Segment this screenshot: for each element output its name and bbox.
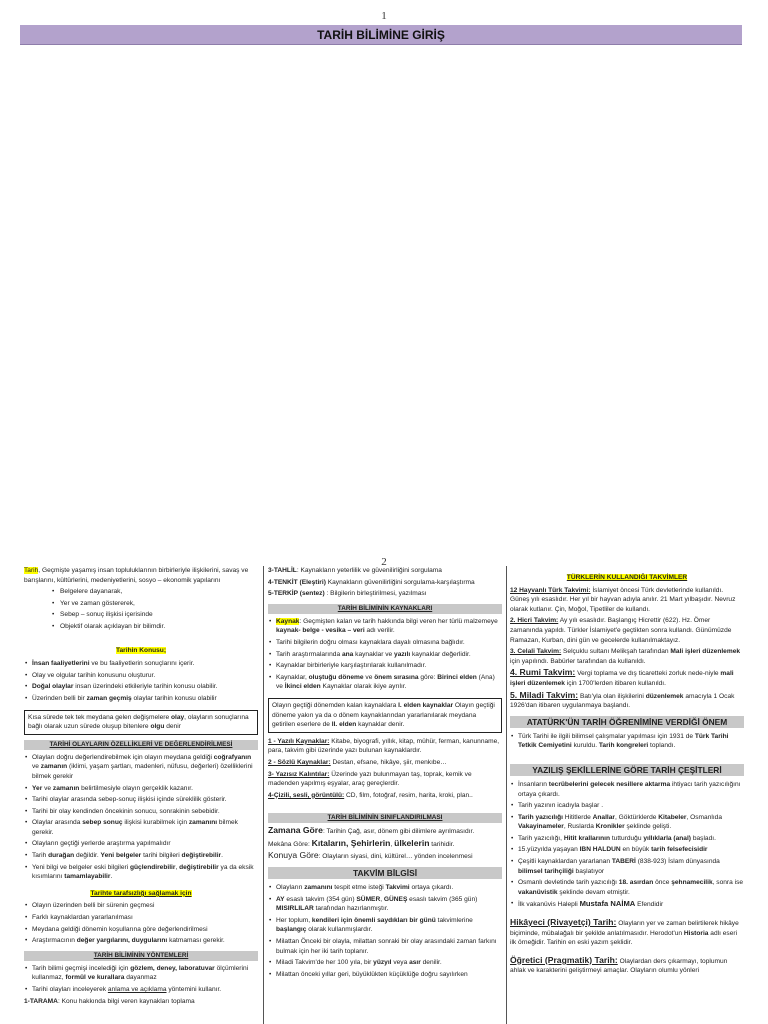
list-item — [510, 732, 744, 751]
bold-text: değer yargılarını, duygularını — [76, 937, 168, 945]
term-tarih: Tarih — [24, 567, 39, 574]
bold-text: Tarih kongreleri — [598, 742, 649, 750]
bold-text: AY — [276, 895, 285, 903]
bold-text: Anallar — [592, 813, 615, 821]
text: Mekâna Göre — [268, 840, 308, 848]
underlined-text: anlama ve açıklama — [107, 986, 167, 993]
bold-text: Hikâyeci (Rivayetçi) Tarih: — [510, 917, 617, 928]
bold-text: düzenlemek — [645, 692, 684, 700]
text: olarak kullanmışlardır. — [306, 926, 373, 934]
bold-text: Doğal olaylar — [32, 683, 74, 691]
text: takvimlerine — [435, 916, 473, 924]
list-item — [510, 857, 744, 876]
text: Tarih araştırmalarında — [276, 650, 342, 658]
heading-kaynaklar: TARİH BİLİMİNİN KAYNAKLARI — [268, 604, 502, 614]
bold-text: değiştirebilir — [179, 863, 219, 871]
text: Türk Tarihi ile ilgili bilimsel çalışmalar yapılması için 1931 de — [518, 732, 695, 740]
calendar-item — [510, 691, 744, 711]
list-item — [268, 916, 502, 935]
classification-item — [268, 826, 502, 837]
list-item: • Milattan Önceki bir olayla, milattan sonraki bir olay arasındaki zaman farkını bulmak için her iki tarih toplanır. — [268, 937, 502, 956]
term-kaynak: Kaynak — [276, 617, 300, 625]
text: Kaynakların güvenilirliğini sorgulama-karşılaştırma — [325, 578, 475, 586]
text: : Geçmişten kalan ve tarih hakkında bilgi veren her türlü malzemeye — [299, 617, 498, 625]
text: ve bu faaliyetlerin sonuçlarını içerir. — [89, 660, 195, 668]
text: Yeni bilgi ve belgeler eski bilgileri — [32, 863, 130, 871]
bold-text: 5. Miladi Takvim: — [510, 689, 579, 700]
bold-text: IBN HALDUN — [579, 846, 621, 854]
heading-tarihin-konusu — [24, 646, 258, 656]
text: : — [307, 840, 312, 848]
list-item — [24, 936, 258, 946]
text: Vergi toplama ve dış ticaretteki zorluk nede-niyle — [575, 670, 721, 678]
text: İnsanların — [518, 780, 549, 788]
column-divider-left — [263, 566, 264, 1024]
bold-text: zamanını — [304, 884, 333, 892]
text: önce — [653, 879, 672, 887]
heading-turk-takvimleri — [510, 573, 744, 583]
list-item: • Tarih yazının icadıyla başlar . — [510, 801, 744, 811]
heading-text: Tarihte tarafsızlığı sağlamak için — [90, 889, 192, 897]
text: , olayların sonuçlarına bağlı olarak uzun sürede oluşup bitenlere — [28, 713, 249, 731]
bold-text: 3-TAHLİL — [268, 567, 297, 574]
text: Üzerinden belli bir — [32, 694, 87, 702]
text: için 1700'lerden itibaren kullanıldı. — [564, 679, 666, 687]
bold-text: 2 - Sözlü Kaynaklar: — [268, 758, 331, 766]
list-item — [24, 694, 258, 704]
text: (838-923) İslam dünyasında — [635, 858, 720, 866]
text: insan üzerindeki etkileriyle tarihin konusu olabilir. — [73, 683, 218, 691]
bold-text: Zamana Göre — [268, 825, 323, 836]
calendar-item — [510, 668, 744, 688]
bold-text: Kronikler — [595, 823, 625, 831]
bold-text: ana — [341, 650, 354, 658]
text: ihtiyacı tarih yazıcılığını ortaya çıkardı. — [518, 780, 741, 798]
list-item — [268, 650, 502, 660]
bold-text: durağan — [48, 852, 75, 860]
bold-text: zamanın — [40, 763, 68, 771]
text: Miladi Takvim'de her 100 yıla, bir — [276, 959, 374, 967]
heading-text: TÜRKLERİN KULLANDIĞI TAKVİMLER — [566, 574, 688, 581]
column-right — [510, 566, 744, 1024]
text: Hititlerde — [562, 813, 593, 821]
text: esaslı takvim (354 gün) — [284, 895, 357, 903]
text: ve — [363, 673, 375, 681]
text: ortaya çıkardı. — [409, 884, 454, 892]
intro-point: • Yer ve zaman göstererek, — [24, 599, 258, 609]
bold-text: yıllıklarla (anal) — [643, 834, 691, 842]
text: Üzerinde yazı bulunmayan taş, toprak, kemik ve madenden yapılmış eşyalar, araç gereçlerdir. — [268, 770, 472, 788]
bold-text: 1 - Yazılı Kaynaklar: — [268, 737, 330, 745]
text: Efendidir — [635, 901, 664, 909]
list-item — [510, 845, 744, 855]
list-item: • Tarihi bir olay kendinden öncekinin sonucu, sonrakinin sebebidir. — [24, 807, 258, 817]
text: kaynaklar denir. — [356, 721, 405, 729]
text: Araştırmacının — [32, 937, 77, 945]
bold-text: kaynak- belge - vesika – veri — [276, 627, 365, 635]
bold-text: Kitabeler — [658, 813, 687, 821]
text: başladı. — [691, 834, 716, 842]
source-type — [268, 770, 502, 789]
bold-text: 4-TENKİT (Eleştiri) — [268, 578, 326, 586]
list-item — [24, 659, 258, 669]
text: 15.yüzyılda yaşayan — [518, 846, 580, 854]
intro-point: • Sebep – sonuç ilişkisi içerisinde — [24, 610, 258, 620]
list-item — [268, 617, 502, 636]
source-type — [268, 758, 502, 768]
bold-text: güçlendirebilir — [130, 863, 176, 871]
bold-text: 5-TERKİP (sentez) — [268, 590, 325, 598]
bold-text: 1-TARAMA — [24, 997, 58, 1005]
text: Çeşitli kaynaklardan yararlanan — [518, 858, 612, 866]
text: kuruldu. — [571, 742, 599, 750]
source-type — [268, 791, 502, 801]
text: tutturduğu — [609, 834, 644, 842]
list-item: • Olay ve olgular tarihin konusunu oluşturur. — [24, 671, 258, 681]
text: ve — [32, 763, 41, 771]
bold-text: 3- Yazısız Kalıntılar: — [268, 770, 330, 778]
heading-yazilis-sekilleri: YAZILIŞ ŞEKİLLERİNE GÖRE TARİH ÇEŞİTLERİ — [510, 764, 744, 776]
bold-text: Yer — [32, 784, 43, 792]
bold-text: sebep sonuç — [82, 819, 123, 827]
bold-text: 12 Hayvanlı Türk Takvimi: — [510, 586, 591, 594]
bold-text: zamanını — [188, 819, 218, 827]
heading-takvim-bilgisi: TAKVİM BİLGİSİ — [268, 867, 502, 879]
text: İslamiyet öncesi Türk devletlerinde kullanıldı. Güneş yılı esaslıdır. Her yıl bir hayvan adıyla anılır. 21 Mart yılbaşıdır. Nevruz olarak kutlanır. Çin, Moğol, Tipetliler de kullandı. — [510, 586, 736, 613]
bold-text: olgu — [150, 723, 165, 731]
text: tarihi bilgileri — [141, 852, 182, 860]
list-item — [268, 958, 502, 968]
text: ilişkisi kurabilmek için — [122, 819, 189, 827]
bold-text: Birinci elden — [437, 673, 477, 681]
text: , Osmanlıda — [686, 813, 723, 821]
text: , — [390, 840, 395, 848]
text: veya — [391, 959, 410, 967]
text: başlatıyor — [573, 867, 605, 875]
bold-text: GÜNEŞ — [383, 895, 408, 903]
bold-text: Mustafa NAİMA — [579, 899, 636, 909]
list-item — [510, 899, 744, 910]
list-item — [510, 834, 744, 844]
bold-text: Hitit krallarının — [563, 834, 610, 842]
text: CD, film, fotoğraf, resim, harita, kroki, plan.. — [344, 791, 473, 799]
list-item: • Kaynaklar birbirleriyle karşılaştırılarak kullanılmadır. — [268, 661, 502, 671]
text: Olaylardan ders çıkarmayı, toplumun ahlak ve karakterini geliştirmeyi amaçlar. Olayların olumlu yönleri — [510, 957, 728, 975]
text: Ay yılı esaslıdır. Başlangıç Hicrettir (622). Hz. Ömer zamanında yapıldı. Türkler İslamiyet'e geçtikten sonra kullandı. Günümüzde Ramazan, Kurban, dini gün ve gecelerde kullanılmaktayız. — [510, 617, 732, 644]
text: kaynaklar değerlidir. — [410, 650, 471, 658]
text: için yapılındı. Babürler tarafından da kullanıldı. — [510, 657, 646, 665]
bold-text: II. elden — [331, 721, 357, 729]
text: katmaması gerekir. — [167, 937, 225, 945]
text: olaylar tarihin konusu olabilir — [131, 694, 217, 702]
source-type — [268, 737, 502, 756]
bold-text: 18. asırdan — [618, 879, 654, 887]
text: denir — [164, 723, 181, 731]
text: , — [175, 863, 180, 871]
calendar-item — [510, 616, 744, 645]
list-item — [24, 985, 258, 995]
text: Her toplum, — [276, 916, 312, 924]
text: Osmanlı devletinde tarih yazıcılığı — [518, 879, 619, 887]
text: Kısa sürede tek tek meydana gelen değişmelere — [28, 713, 171, 721]
bold-text: Mali işleri düzenlemek — [670, 648, 741, 656]
bold-text: yazılı — [394, 650, 411, 658]
column-divider-right — [506, 566, 507, 1024]
bold-text: İnsan faaliyetlerini — [32, 660, 90, 668]
method-step — [24, 997, 258, 1007]
bold-text: şehnamecilik — [671, 879, 713, 887]
kaynak-box — [268, 698, 502, 733]
calendar-item — [510, 586, 744, 615]
text: Batı'yla olan ilişkilerini — [578, 692, 646, 700]
bold-text: Historia — [683, 929, 709, 937]
text: şeklinde devam etmiştir. — [557, 888, 630, 896]
text: en büyük — [620, 846, 652, 854]
bold-text: tecrübelerini gelecek nesillere aktarma — [548, 780, 671, 788]
text: Selçuklu sultanı Melikşah tarafından — [561, 648, 671, 656]
list-item — [510, 780, 744, 799]
text: Olaylar arasında — [32, 819, 83, 827]
text: Olayın geçtiği dönemden kalan kaynaklara — [272, 701, 399, 709]
list-item — [24, 753, 258, 782]
bold-text: 2. Hicri Takvim: — [510, 617, 559, 625]
text: tespit etme isteği — [332, 884, 386, 892]
bold-text: bilimsel tarihçiliği — [518, 867, 574, 875]
list-item — [268, 895, 502, 914]
text: Konuya Göre — [268, 850, 319, 861]
bold-text: 3. Celali Takvim: — [510, 648, 562, 656]
text: yöntemini kullanır. — [166, 986, 222, 993]
bold-text: zaman geçmiş — [86, 694, 132, 702]
text: İlk vakanüvis Halepli — [518, 901, 580, 909]
text: : Konu hakkında bilgi veren kaynakları toplama — [57, 997, 195, 1005]
text: Olayların yer ve zaman belirtilerek hikâye biçiminde, mübalağalı bir şekilde anlatılmasıdır. Herodot'un — [510, 920, 739, 937]
bold-text: olay — [170, 713, 185, 721]
text: esaslı takvim (365 gün) — [407, 895, 478, 903]
text: tarafından hazırlanmıştır. — [313, 905, 389, 913]
bold-text: değiştirebilir — [181, 852, 222, 860]
text: Olayların — [276, 884, 305, 892]
list-item: • Meydana geldiği dönemin koşullarına göre değerlendirilmesi — [24, 925, 258, 935]
list-item: • Tarih durağan değildir. Yeni belgeler tarihi bilgileri değiştirebilir. — [24, 851, 258, 861]
page-title: TARİH BİLİMİNE GİRİŞ — [20, 25, 742, 45]
list-item: • Milattan önceki yıllar geri, büyüklükten küçüklüğe doğru sayılırken — [268, 970, 502, 980]
bold-text: oluştuğu döneme — [308, 673, 364, 681]
bold-text: tamamlayabilir — [64, 873, 111, 881]
text: değildir. — [74, 852, 101, 860]
bold-text: TABERİ — [611, 858, 636, 866]
list-item — [510, 878, 744, 897]
text: dayanmaz — [124, 974, 157, 982]
text: şeklinde gelişti. — [624, 823, 672, 831]
bold-text: MISIRLILAR — [276, 905, 314, 913]
bold-text: gözlem, deney, laboratuvar — [130, 964, 215, 972]
text: denilir. — [420, 959, 442, 967]
bold-text: İkinci elden — [284, 683, 321, 691]
bold-text: başlangıç — [276, 926, 307, 934]
text: adı verilir. — [364, 627, 395, 635]
text: Olayın geçtiği döneme yakın ya da o dönem kaynaklarından yararlanılarak meydana getirilen eserlere de — [272, 701, 495, 729]
list-item: • Tarihi olaylar arasında sebep-sonuç ilişkisi içinde süreklilik gösterir. — [24, 795, 258, 805]
list-item — [268, 673, 502, 692]
list-item — [24, 682, 258, 692]
text: Tarihi olayları inceleyerek — [32, 986, 108, 993]
text: (Ana) ve — [276, 673, 495, 691]
bold-text: Öğretici (Pragmatik) Tarih: — [510, 954, 618, 965]
heading-text: Tarihin Konusu; — [115, 646, 167, 654]
list-item — [510, 813, 744, 832]
text: ve — [42, 784, 53, 792]
bold-text: kendileri için önemli saydıkları bir günü — [311, 916, 436, 924]
text: , Göktürklerde — [615, 813, 659, 821]
bold-text: Tarih yazıcılığı — [518, 813, 563, 821]
intro-paragraph — [24, 566, 258, 585]
text: Kitabe, biyografi, yıllık, kitap, mühür, ferman, kanunname, para, takvim gibi üzerinde yazı bulunan kaynaklardır. — [268, 737, 500, 755]
text: kaynaklar ve — [353, 650, 395, 658]
bold-text: Türk Tarihi Tetkik Cemiyetini — [518, 732, 729, 750]
method-step — [268, 589, 502, 599]
intro-text: , Geçmişte yaşamış insan topluluklarının birbirleriyle ilişkilerini, savaş ve barışlarını, kültürlerini, medeniyetlerini, sosyo – ekonomik yapılarını — [24, 567, 249, 584]
bold-text: yüzyıl — [373, 959, 392, 967]
bold-text: mali işleri düzenlemek — [510, 670, 734, 687]
bold-text: Takvimi — [385, 884, 410, 892]
list-item: • Yeni bilgi ve belgeler eski bilgileri güçlendirebilir, değiştirebilir ya da eksik kısımlarını tamamlayabilir. — [24, 863, 258, 882]
heading-yontemler: TARİH BİLİMİNİN YÖNTEMLERİ — [24, 951, 258, 961]
text: Tarih yazıcılığı, — [518, 834, 564, 842]
heading-ataturk: ATATÜRK'ÜN TARİH ÖĞRENİMİNE VERDİĞİ ÖNEM — [510, 716, 744, 728]
bold-text: asır — [409, 959, 421, 967]
classification-item — [268, 851, 502, 862]
text: : Kaynakların yeterlilik ve güvenilirliğini sorgulama — [296, 567, 442, 574]
text: , sonra ise — [712, 879, 744, 887]
text: adlı eseri ilk örneğidir. Tarihin en eski yazım şeklidir. — [510, 929, 738, 947]
bold-text: Vakayinameler — [518, 823, 564, 831]
list-item: • Olayın üzerinden belli bir sürenin geçmesi — [24, 901, 258, 911]
list-item: • Tarihi bilgilerin doğru olması kaynaklara dayalı olmasına bağlıdır. — [268, 638, 502, 648]
bold-text: 4. Rumi Takvim: — [510, 667, 576, 678]
heading-tarafsizlik — [24, 889, 258, 899]
column-middle — [268, 566, 502, 1024]
text: : Bilgilerin birleştirilmesi, yazılması — [324, 590, 427, 598]
text: (iklimi, yaşam şartları, madenleri, nüfusu, değerleri) özelliklerini bilmek gerekir — [32, 763, 253, 780]
list-item — [24, 784, 258, 794]
text: bilmek gerekir. — [32, 819, 238, 836]
text: : Olayların siyasi, dini, kültürel… yönden incelenmesi — [318, 853, 473, 861]
intro-point: • Belgelere dayanarak, — [24, 587, 258, 597]
bold-text: Kıtaların, Şehirlerin — [311, 837, 391, 848]
calendar-item — [510, 647, 744, 666]
bold-text: Yeni belgeler — [100, 852, 142, 860]
column-left — [24, 566, 258, 1024]
bold-text: ülkelerin — [394, 837, 430, 848]
heading-siniflandirma: TARİH BİLİMİNİN SINIFLANDIRILMASI — [268, 813, 502, 823]
text: Tarih — [32, 852, 49, 860]
text: Kaynaklar olarak ikiye ayrılır. — [320, 683, 407, 691]
bold-text: tarih felsefecisidir — [651, 846, 708, 854]
list-item: • Olayların geçtiği yerlerde araştırma yapılmalıdır — [24, 839, 258, 849]
text: göre: — [418, 673, 438, 681]
text: tarihidir. — [429, 840, 455, 848]
text: Olayları doğru değerlendirebilmek için olayın meydana geldiği — [32, 753, 214, 761]
list-item: • Farklı kaynaklardan yararlanılması — [24, 913, 258, 923]
text: belirtilmesiyle olayın gerçeklik kazanır. — [79, 784, 193, 792]
bold-text: I. elden kaynaklar — [398, 701, 454, 709]
bold-text: SÜMER — [356, 895, 381, 903]
bold-text: önem sırasına — [374, 673, 419, 681]
bold-text: zamanın — [52, 784, 80, 792]
text: Destan, efsane, hikâye, şiir, menkıbe… — [330, 758, 447, 766]
method-step — [268, 566, 502, 576]
list-item — [24, 818, 258, 837]
history-type — [510, 956, 744, 976]
bold-text: vakanüvistik — [518, 888, 558, 896]
heading-olay-ozellikleri: TARİHİ OLAYLARIN ÖZELLİKLERİ VE DEĞERLENDİRİLMESİ — [24, 740, 258, 750]
text: , Ruslarda — [563, 823, 596, 831]
text: toplandı. — [648, 742, 676, 750]
method-step — [268, 578, 502, 588]
text: Kaynaklar, — [276, 673, 309, 681]
text: ya da eksik kısımlarını — [32, 863, 254, 881]
list-item — [24, 964, 258, 983]
bold-text: 4-Çizili, sesli, görüntülü: — [268, 791, 345, 799]
classification-item — [268, 839, 502, 850]
text: , — [380, 895, 384, 903]
history-type — [510, 918, 744, 948]
text: : Tarihin Çağ, asır, dönem gibi dilimlere ayrılmasıdır. — [322, 828, 475, 836]
text: ölçümlerini kullanmaz, — [32, 964, 249, 982]
list-item — [268, 883, 502, 893]
olay-olgu-box — [24, 710, 258, 735]
intro-point: • Objektif olarak açıklayan bir bilimdir. — [24, 622, 258, 632]
text: Tarih bilimi geçmişi incelediği için — [32, 964, 131, 972]
bold-text: coğrafyanın — [213, 753, 252, 761]
page-number-1: 1 — [381, 10, 387, 22]
text: amacıyla 1 Ocak 1926'dan itibaren uygulanmaya başlandı. — [510, 692, 735, 710]
bold-text: formül ve kurallara — [65, 974, 125, 982]
page-number-2: 2 — [381, 556, 387, 568]
